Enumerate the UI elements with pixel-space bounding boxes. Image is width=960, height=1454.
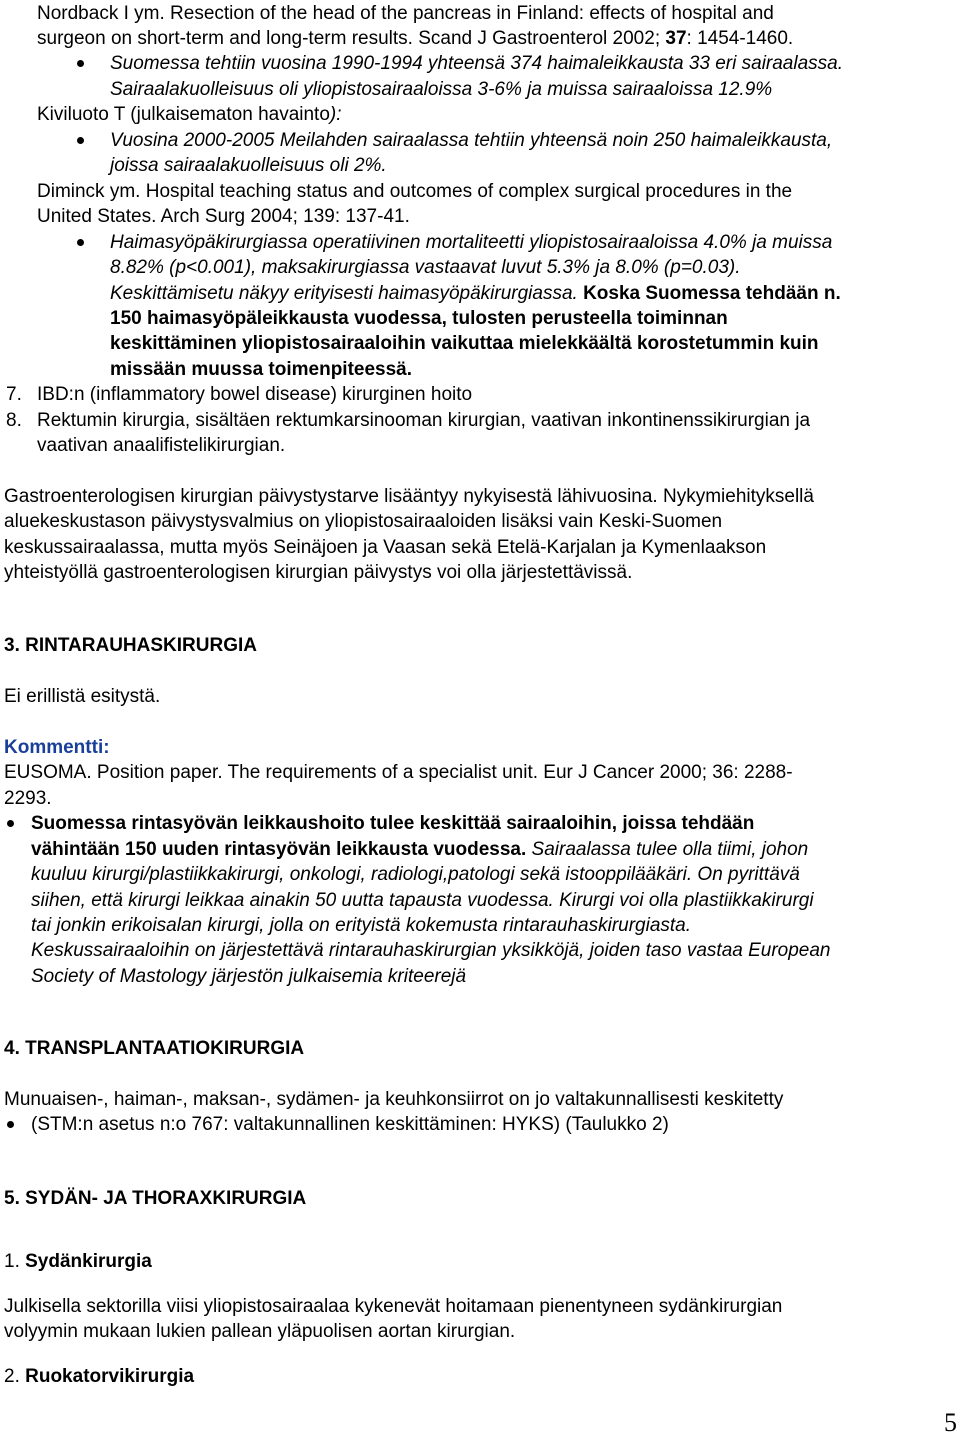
bullet-icon bbox=[7, 820, 14, 827]
reference-pages: : 1454-1460. bbox=[686, 28, 794, 49]
paragraph-line: Gastroenterologisen kirurgian päivystystarve lisääntyy nykyisestä lähivuosina. Nykymiehityksellä bbox=[4, 486, 814, 507]
paragraph-line: aluekeskustason päivystysvalmius on yliopistosairaaloiden lisäksi vain Keski-Suomen bbox=[4, 511, 723, 532]
breast-surgery-line-6: Keskussairaaloihin on järjestettävä rintarauhaskirurgian yksikköjä, joiden taso vastaa European bbox=[31, 940, 831, 961]
subsection-number: 2. bbox=[4, 1366, 26, 1387]
bullet-finding-3-cont: 8.82% (p<0.001), maksakirurgiassa vastaavat luvut 5.3% ja 8.0% (p=0.03). bbox=[110, 257, 741, 278]
bullet-icon bbox=[77, 239, 84, 246]
reference-text-end: ): bbox=[329, 104, 342, 125]
section-heading-3: 3. RINTARAUHASKIRURGIA bbox=[4, 635, 257, 656]
page-number: 5 bbox=[944, 1408, 957, 1437]
bold-text: vähintään 150 uuden rintasyövän leikkausta vuodessa. bbox=[31, 839, 527, 860]
bullet-icon bbox=[77, 137, 84, 144]
breast-surgery-bold-1: Suomessa rintasyövän leikkaushoito tulee keskittää sairaaloihin, joissa tehdään bbox=[31, 813, 755, 834]
reference-nordback-line1: Nordback I ym. Resection of the head of the pancreas in Finland: effects of hospital and bbox=[37, 3, 774, 24]
section-note: Ei erillistä esitystä. bbox=[4, 686, 161, 707]
bullet-finding-3-bold-1: 150 haimasyöpäleikkausta vuodessa, tulosten perusteella toiminnan bbox=[110, 308, 728, 329]
subsection-2 bbox=[4, 1364, 194, 1390]
section-heading-4: 4. TRANSPLANTAATIOKIRURGIA bbox=[4, 1038, 305, 1059]
italic-text: Sairaalassa tulee olla tiimi, johon bbox=[526, 839, 809, 860]
list-item-8: Rektumin kirurgia, sisältäen rektumkarsinooman kirurgian, vaativan inkontinenssikirurgian ja bbox=[37, 410, 811, 431]
subsection-title: Sydänkirurgia bbox=[25, 1251, 152, 1272]
subsection-number: 1. bbox=[4, 1251, 26, 1272]
reference-text: surgeon on short-term and long-term results. Scand J Gastroenterol 2002; bbox=[37, 28, 666, 49]
bullet-finding-3-conclusion bbox=[110, 281, 841, 307]
bullet-finding-3-bold-3: missään muussa toimenpiteessä. bbox=[110, 359, 413, 380]
subsection-title: Ruokatorvikirurgia bbox=[25, 1366, 195, 1387]
bullet-finding-1-cont: Sairaalakuolleisuus oli yliopistosairaaloissa 3-6% ja muissa sairaaloissa 12.9% bbox=[110, 79, 773, 100]
reference-text: Kiviluoto T (julkaisematon havainto bbox=[37, 104, 330, 125]
bullet-finding-3: Haimasyöpäkirurgiassa operatiivinen mortaliteetti yliopistosairaaloissa 4.0% ja muissa bbox=[110, 232, 833, 253]
transplant-bullet: (STM:n asetus n:o 767: valtakunnallinen keskittäminen: HYKS) (Taulukko 2) bbox=[31, 1114, 669, 1135]
bullet-finding-2: Vuosina 2000-2005 Meilahden sairaalassa tehtiin yhteensä noin 250 haimaleikkausta, bbox=[110, 130, 833, 151]
reference-eusoma-line2: 2293. bbox=[4, 788, 52, 809]
reference-diminck-line2: United States. Arch Surg 2004; 139: 137-41. bbox=[37, 206, 410, 227]
list-number-8: 8. bbox=[6, 410, 22, 431]
comment-label: Kommentti: bbox=[4, 737, 110, 758]
breast-surgery-line-4: siihen, että kirurgi leikkaa ainakin 50 uutta tapausta vuodessa. Kirurgi voi olla plastiikkakirurgi bbox=[31, 890, 814, 911]
cardiac-text-line-1: Julkisella sektorilla viisi yliopistosairaalaa kykenevät hoitamaan pienentyneen sydänkirurgian bbox=[4, 1296, 783, 1317]
transplant-text: Munuaisen-, haiman-, maksan-, sydämen- ja keuhkonsiirrot on jo valtakunnallisesti keskitetty bbox=[4, 1089, 784, 1110]
breast-surgery-line-2 bbox=[31, 837, 808, 863]
paragraph-line: keskussairaalassa, mutta myös Seinäjoen ja Vaasan sekä Etelä-Karjalan ja Kymenlaakson bbox=[4, 537, 767, 558]
bullet-icon bbox=[7, 1121, 14, 1128]
italic-text: Keskittämisetu näkyy erityisesti haimasyöpäkirurgiassa. bbox=[110, 283, 584, 304]
breast-surgery-line-7: Society of Mastology järjestön julkaisemia kriteerejä bbox=[31, 966, 467, 987]
paragraph-line: yhteistyöllä gastroenterologisen kirurgian päivystys voi olla järjestettävissä. bbox=[4, 562, 633, 583]
list-item-7: IBD:n (inflammatory bowel disease) kirurginen hoito bbox=[37, 384, 473, 405]
reference-diminck-line1: Diminck ym. Hospital teaching status and outcomes of complex surgical procedures in the bbox=[37, 181, 793, 202]
cardiac-text-line-2: volyymin mukaan lukien pallean yläpuolisen aortan kirurgian. bbox=[4, 1321, 516, 1342]
reference-kiviluoto bbox=[37, 102, 342, 128]
subsection-1 bbox=[4, 1249, 152, 1275]
bullet-icon bbox=[77, 60, 84, 67]
volume-number: 37 bbox=[665, 28, 687, 49]
bold-text: Koska Suomessa tehdään n. bbox=[583, 283, 841, 304]
list-item-8-cont: vaativan anaalifistelikirurgian. bbox=[37, 435, 286, 456]
bullet-finding-3-bold-2: keskittäminen yliopistosairaaloihin vaikuttaa mielekkäältä korostetummin kuin bbox=[110, 333, 819, 354]
bullet-finding-2-cont: joissa sairaalakuolleisuus oli 2%. bbox=[110, 155, 387, 176]
reference-nordback-line2 bbox=[37, 26, 793, 52]
bullet-finding-1: Suomessa tehtiin vuosina 1990-1994 yhteensä 374 haimaleikkausta 33 eri sairaalassa. bbox=[110, 53, 844, 74]
reference-eusoma-line1: EUSOMA. Position paper. The requirements of a specialist unit. Eur J Cancer 2000; 36: 2288- bbox=[4, 762, 793, 783]
breast-surgery-line-3: kuuluu kirurgi/plastiikkakirurgi, onkologi, radiologi,patologi sekä istooppilääkäri. On pyrittävä bbox=[31, 864, 800, 885]
list-number-7: 7. bbox=[6, 384, 22, 405]
breast-surgery-line-5: tai jonkin erikoisalan kirurgi, jolla on erityistä kokemusta rintarauhaskirurgiasta. bbox=[31, 915, 692, 936]
section-heading-5: 5. SYDÄN- JA THORAXKIRURGIA bbox=[4, 1188, 307, 1209]
